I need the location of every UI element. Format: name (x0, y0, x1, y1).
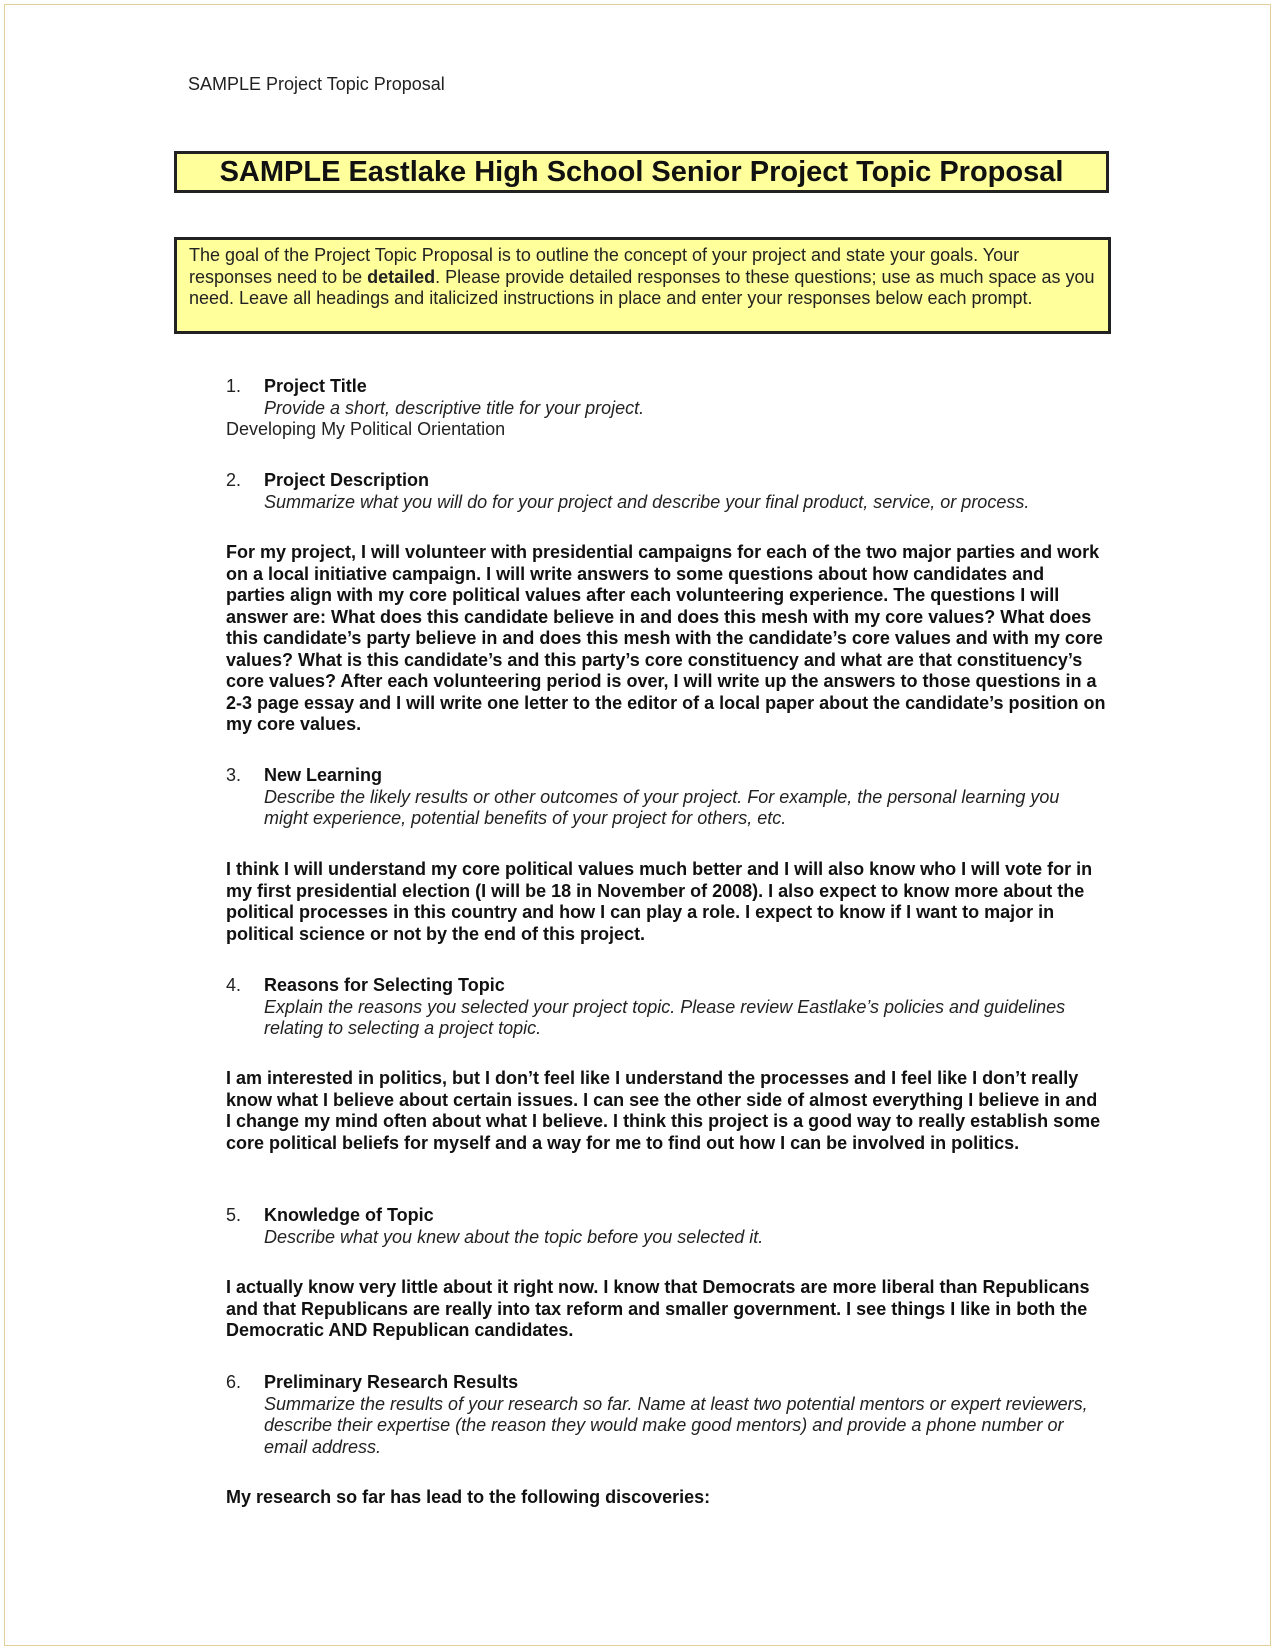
document-title: SAMPLE Eastlake High School Senior Project Topic Proposal (219, 155, 1064, 188)
section-number: 6. (226, 1372, 242, 1392)
section-heading: Reasons for Selecting Topic (264, 975, 505, 995)
section-answer: For my project, I will volunteer with presidential campaigns for each of the two major parties and work on a local initiative campaign. I will write answers to some questions about how candidates and parties align with my core political values after each volunteering experience. The questions I will answer are: What does this candidate believe in and does this mesh with my core values? What does this candidate’s party believe in and does this mesh with the candidate’s core values and with my core values? What is this candidate’s and this party’s core constituency and what are that constituency’s core values? After each volunteering period is over, I will write up the answers to those questions in a 2-3 page essay and I will write one letter to the editor of a local paper about the candidate’s position on my core values. (226, 542, 1106, 734)
section-research (226, 1372, 1106, 1458)
section-heading: New Learning (264, 765, 383, 785)
intro-text: The goal of the Project Topic Proposal is to outline the concept of your project and state your goals. Your responses need to be (189, 245, 1020, 287)
section-number: 2. (226, 470, 242, 490)
section-answer: I actually know very little about it right now. I know that Democrats are more liberal than Republicans and that Republicans are really into tax reform and smaller government. I see things I like in both the Democratic AND Republican candidates. (226, 1277, 1090, 1340)
section-heading: Project Description (264, 470, 430, 490)
intro-bold-word: detailed (367, 266, 436, 287)
section-number: 5. (226, 1205, 242, 1225)
section-knowledge (226, 1205, 1106, 1248)
section-instructions: Describe what you knew about the topic before you selected it. (264, 1226, 764, 1247)
section-instructions: Summarize what you will do for your project and describe your final product, service, or process. (264, 491, 1030, 512)
section-answer: I think I will understand my core political values much better and I will also know who I will vote for in my first presidential election (I will be 18 in November of 2008). I also expect to know more about the political processes in this country and how I can play a role. I expect to know if I want to major in political science or not by the end of this project. (226, 859, 1093, 944)
section-instructions: Describe the likely results or other outcomes of your project. For example, the personal learning you might experience, potential benefits of your project for others, etc. (264, 786, 1060, 828)
section-answer: My research so far has lead to the following discoveries: (226, 1487, 711, 1507)
intro-text-rest: . Please provide detailed responses to these questions; use as much space as you need. Leave all headings and italicized instructions in place and enter your responses below each prompt. (189, 266, 1095, 308)
section-project-description (226, 470, 1106, 513)
intro-box (174, 237, 1111, 334)
title-box (174, 151, 1109, 193)
section-number: 1. (226, 376, 242, 396)
page-header: SAMPLE Project Topic Proposal (188, 74, 445, 94)
section-reasons (226, 975, 1106, 1040)
section-instructions: Provide a short, descriptive title for your project. (264, 397, 645, 418)
section-number: 4. (226, 975, 242, 995)
section-heading: Project Title (264, 376, 367, 396)
section-instructions: Summarize the results of your research so far. Name at least two potential mentors or expert reviewers, describe their expertise (the reason they would make good mentors) and provide a phone number or email address. (264, 1393, 1088, 1457)
section-instructions: Explain the reasons you selected your project topic. Please review Eastlake’s policies and guidelines relating to selecting a project topic. (264, 996, 1066, 1038)
section-project-title (226, 376, 1106, 441)
section-answer: I am interested in politics, but I don’t feel like I understand the processes and I feel like I don’t really know what I believe about certain issues. I can see the other side of almost everything I believe in and I change my mind often about what I believe. I think this project is a good way to really establish some core political beliefs for myself and a way for me to find out how I can be involved in politics. (226, 1068, 1101, 1153)
section-number: 3. (226, 765, 242, 785)
section-new-learning (226, 765, 1106, 830)
section-answer: Developing My Political Orientation (226, 419, 506, 439)
section-heading: Knowledge of Topic (264, 1205, 434, 1225)
section-heading: Preliminary Research Results (264, 1372, 519, 1392)
